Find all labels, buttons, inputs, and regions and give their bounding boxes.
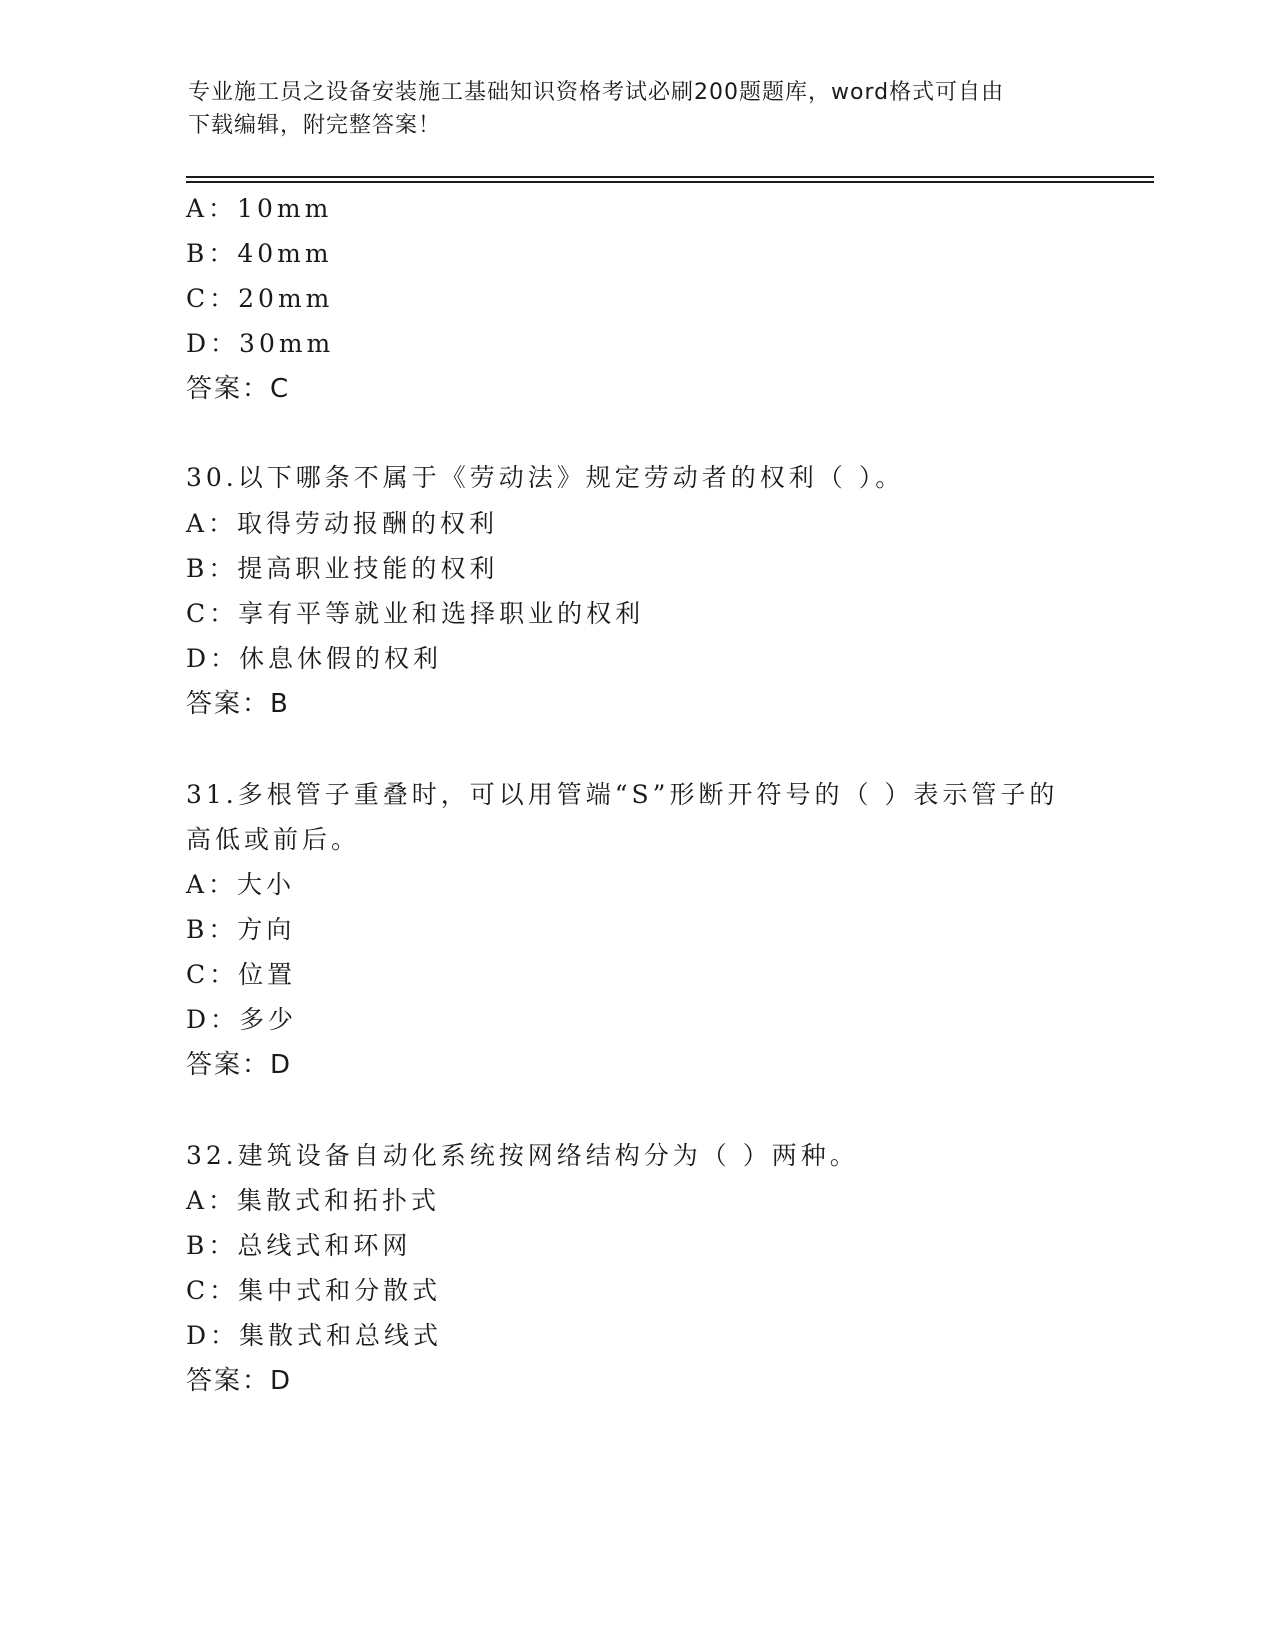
document-header — [188, 76, 1068, 142]
q30-answer: 答案：B — [186, 689, 290, 719]
q31-option-c: C：位置 — [186, 960, 297, 989]
q30-option-a: A：取得劳动报酬的权利 — [186, 509, 499, 538]
q30-stem: 30.以下哪条不属于《劳动法》规定劳动者的权利（ ）。 — [186, 463, 905, 492]
q31-stem-line-2: 高低或前后。 — [186, 825, 361, 854]
q30-option-d: D：休息休假的权利 — [186, 644, 443, 673]
q29-option-b: B：40mm — [186, 239, 333, 268]
q31-option-a: A：大小 — [186, 870, 296, 899]
header-line-1: 专业施工员之设备安装施工基础知识资格考试必刷200题题库，word格式可自由 — [188, 80, 1005, 105]
q29-option-c: C：20mm — [186, 284, 334, 313]
q31-answer: 答案：D — [186, 1050, 293, 1080]
header-divider-top — [186, 176, 1154, 178]
q32-option-c: C：集中式和分散式 — [186, 1276, 442, 1305]
q29-option-d: D：30mm — [186, 329, 335, 358]
q31-option-b: B：方向 — [186, 915, 296, 944]
q29-answer: 答案：C — [186, 374, 291, 404]
q31-stem-line-1: 31.多根管子重叠时，可以用管端“S”形断开符号的（ ）表示管子的 — [186, 780, 1059, 809]
q30-option-b: B：提高职业技能的权利 — [186, 554, 499, 583]
q32-stem: 32.建筑设备自动化系统按网络结构分为（ ）两种。 — [186, 1141, 859, 1170]
header-line-2: 下载编辑，附完整答案！ — [188, 113, 442, 138]
q32-option-d: D：集散式和总线式 — [186, 1321, 443, 1350]
q29-option-a: A：10mm — [186, 194, 333, 223]
q32-option-b: B：总线式和环网 — [186, 1231, 412, 1260]
q30-option-c: C：享有平等就业和选择职业的权利 — [186, 599, 645, 628]
q32-option-a: A：集散式和拓扑式 — [186, 1186, 441, 1215]
header-divider-bottom — [186, 181, 1154, 183]
q32-answer: 答案：D — [186, 1366, 293, 1396]
q31-option-d: D：多少 — [186, 1005, 298, 1034]
